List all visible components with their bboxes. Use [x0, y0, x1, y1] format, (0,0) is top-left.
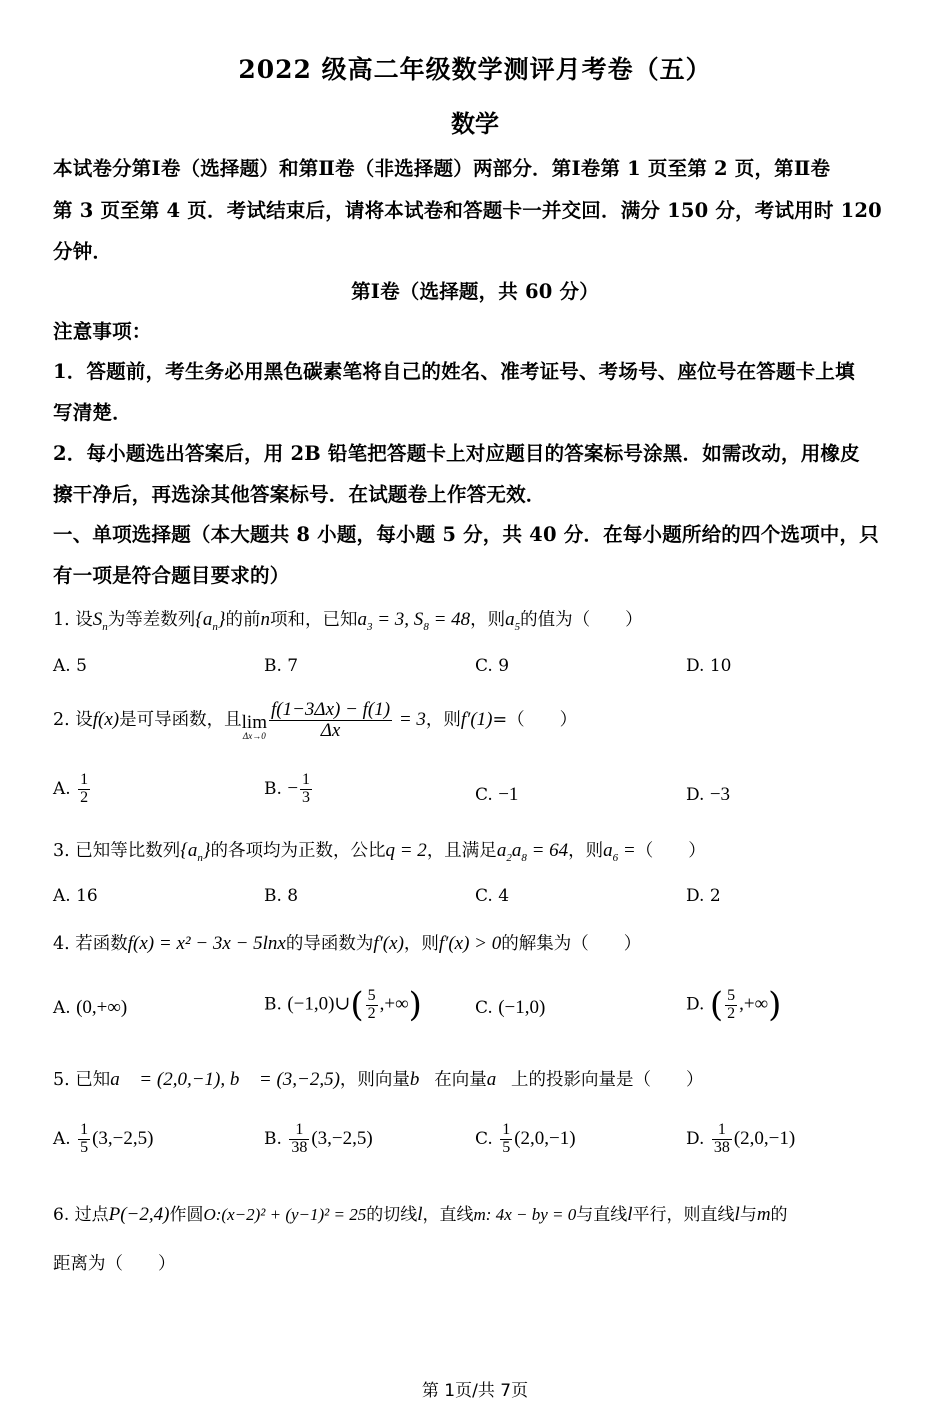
exam-title: 2022 级高二年级数学测评月考卷（五）: [238, 55, 712, 84]
question-3-stem: 3. 已知等比数列$\{a_n\}$的各项均为正数，公比q = 2，且满足$a_2a_8 = 64$，则$a_6$ =（ ）: [53, 840, 706, 864]
part1-heading-line-2: 有一项是符合题目要求的）: [53, 564, 290, 587]
part1-heading-line-1: 一、单项选择题（本大题共 8 小题，每小题 5 分，共 40 分．在每小题所给的四个选项中，只: [53, 523, 879, 546]
q2-option-c: C. −1: [475, 784, 519, 805]
question-5-stem: 5. 已知a⃗ = (2,0,−1), b⃗ = (3,−2,5)，则向量b⃗在向量a⃗上的投影向量是（ ）: [53, 1069, 704, 1090]
q5-option-d: D. $\frac{1}{38}$ (2,0,−1): [686, 1121, 796, 1156]
intro-line-3: 分钟．: [53, 240, 113, 263]
q5-option-c: C. $\frac{1}{5}$ (2,0,−1): [475, 1121, 576, 1156]
note-2-line-1: 2．每小题选出答案后，用 2B 铅笔把答题卡上对应题目的答案标号涂黑．如需改动，用橡皮: [53, 442, 860, 465]
q4-option-c: C. (−1,0): [475, 997, 546, 1018]
question-2-stem: 2. 设f(x)是可导函数，且lim Δx→0 $\frac{f(1-3\Delta x) - f(1)}{\Delta x}$ = 3，则f′(1)=（ ）: [53, 699, 578, 741]
q1-option-a: A. 5: [53, 656, 87, 676]
subject-title: 数学: [451, 109, 499, 138]
intro-line-1: 本试卷分第Ⅰ卷（选择题）和第Ⅱ卷（非选择题）两部分．第Ⅰ卷第 1 页至第 2 页，第Ⅱ卷: [53, 157, 831, 180]
q4-option-d: D. ( $\frac{5}{2}$ ,+∞): [686, 985, 782, 1025]
q3-option-c: C. 4: [475, 886, 510, 906]
note-1-line-1: 1．答题前，考生务必用黑色碳素笔将自己的姓名、准考证号、考场号、座位号在答题卡上填: [53, 360, 855, 383]
question-1-stem: 1. 设$S_n$为等差数列$\{a_n\}$的前n项和，已知$a_3 = 3$, $S_8 = 48$，则$a_5$的值为（ ）: [53, 609, 643, 633]
q4-option-b: B. (−1,0)∪( $\frac{5}{2}$ ,+∞): [264, 985, 422, 1025]
question-4-stem: 4. 若函数f(x) = x² − 3x − 5lnx的导函数为f′(x)，则f′(x) > 0的解集为（ ）: [53, 933, 642, 954]
section-title: 第Ⅰ卷（选择题，共 60 分）: [351, 280, 599, 303]
q1-option-d: D. 10: [686, 656, 732, 676]
question-6-stem: 6. 过点P(−2,4)作圆O:(x−2)² + (y−1)² = 25的切线l，直线m: 4x − by = 0与直线l平行，则直线l与m的: [53, 1204, 788, 1225]
q2-option-d: D. −3: [686, 784, 731, 805]
q2-option-a: A. $\frac{1}{2}$: [53, 771, 89, 806]
intro-line-2: 第 3 页至第 4 页．考试结束后，请将本试卷和答题卡一并交回．满分 150 分，考试用时 120: [53, 199, 882, 222]
page-footer: 第 1页/共 7页: [421, 1381, 529, 1401]
notes-heading: 注意事项：: [53, 320, 152, 343]
q1-option-c: C. 9: [475, 656, 510, 676]
q1-option-b: B. 7: [264, 656, 299, 676]
question-6-line-2: 距离为（ ）: [53, 1254, 176, 1274]
note-2-line-2: 擦干净后，再选涂其他答案标号．在试题卷上作答无效．: [53, 483, 546, 506]
q3-option-d: D. 2: [686, 886, 721, 906]
q3-option-a: A. 16: [53, 886, 98, 906]
q5-option-b: B. $\frac{1}{38}$ (3,−2,5): [264, 1121, 373, 1156]
q2-option-b: B. − $\frac{1}{3}$: [264, 771, 311, 806]
q3-option-b: B. 8: [264, 886, 299, 906]
note-1-line-2: 写清楚．: [53, 401, 132, 424]
q5-option-a: A. $\frac{1}{5}$ (3,−2,5): [53, 1121, 154, 1156]
q4-option-a: A. (0,+∞): [53, 997, 128, 1018]
